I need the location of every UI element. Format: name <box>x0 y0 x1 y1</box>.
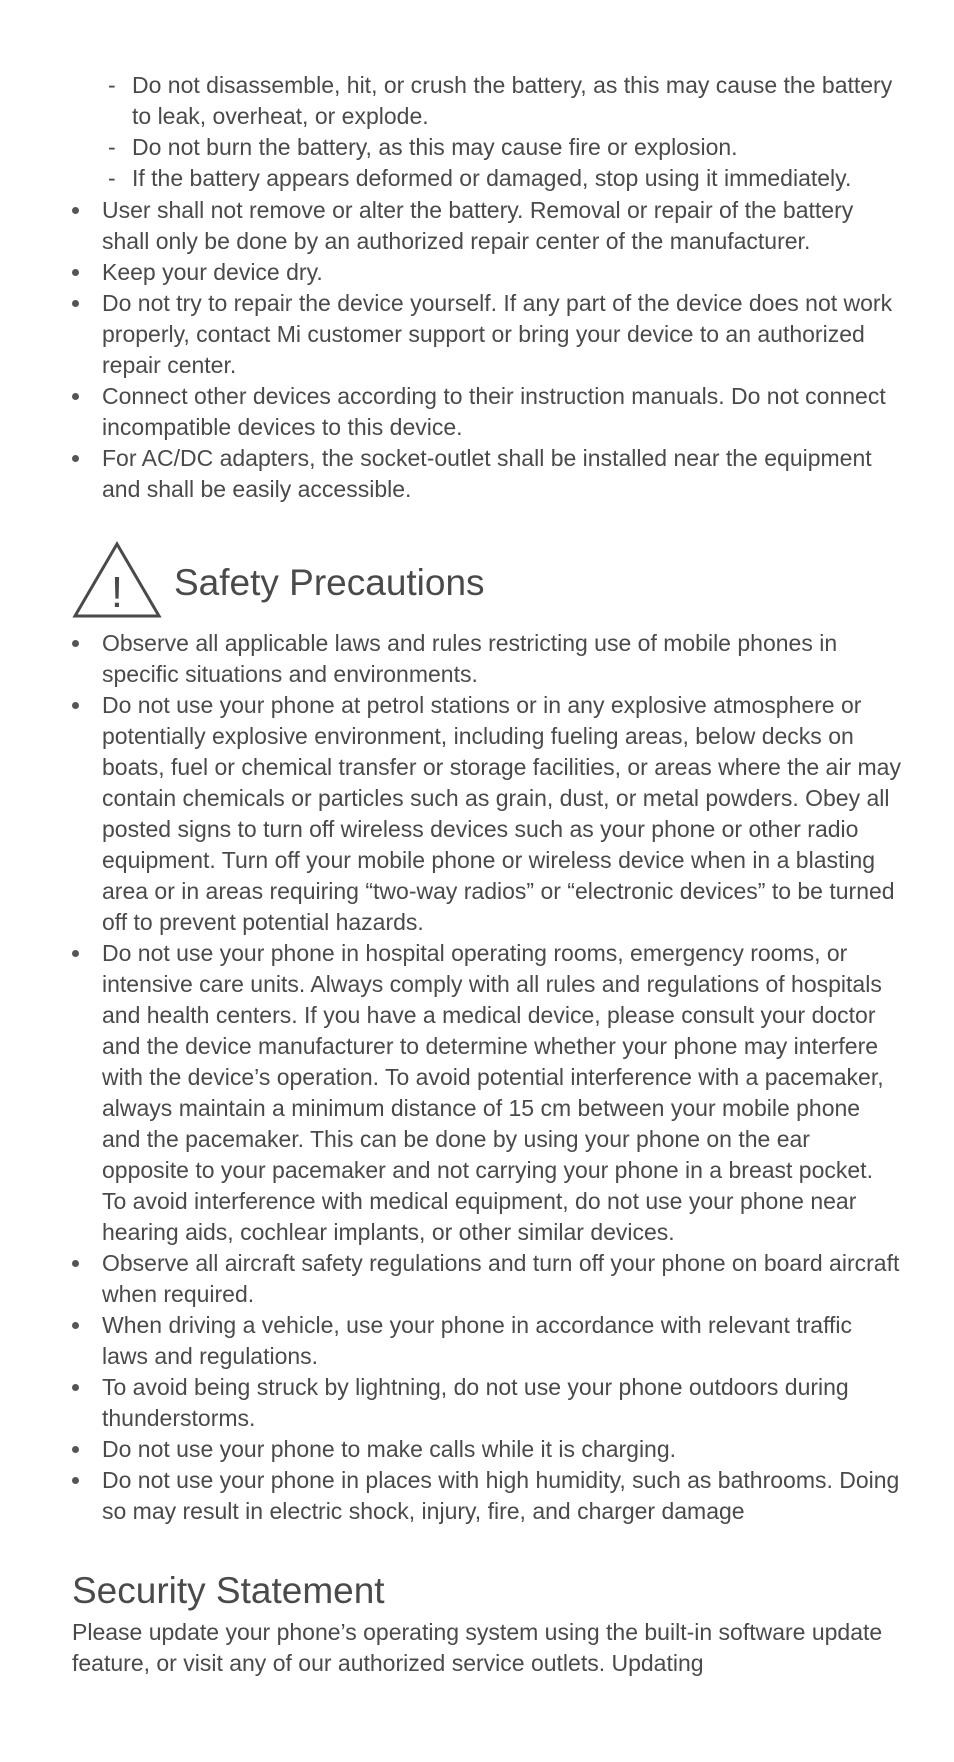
bullet-marker <box>72 207 79 214</box>
list-item-text: Do not try to repair the device yourself. If any part of the device does not work properly, contact Mi customer support or bring your device to an authorized repair center. <box>102 290 893 378</box>
safety-section-header <box>72 540 485 620</box>
warning-glyph: ! <box>110 568 124 617</box>
list-item-text: Connect other devices according to their instruction manuals. Do not connect incompatible devices to this device. <box>102 383 886 440</box>
bullet-marker <box>72 269 79 276</box>
list-item-text: Do not disassemble, hit, or crush the battery, as this may cause the battery to leak, overheat, or explode. <box>132 72 893 129</box>
bullet-marker <box>72 1260 79 1267</box>
list-item-text: Observe all aircraft safety regulations and turn off your phone on board aircraft when required. <box>102 1250 900 1307</box>
list-item-text: When driving a vehicle, use your phone in accordance with relevant traffic laws and regulations. <box>102 1312 853 1369</box>
list-item <box>72 628 902 690</box>
list-item <box>72 938 902 1248</box>
bullet-marker <box>72 1384 79 1391</box>
list-item <box>72 257 902 288</box>
bullet-marker <box>72 1446 79 1453</box>
bullet-marker <box>72 1477 79 1484</box>
bullet-marker <box>72 950 79 957</box>
list-item-text: Do not use your phone in places with high humidity, such as bathrooms. Doing so may result in electric shock, injury, fire, and charger damage <box>102 1467 900 1524</box>
list-item <box>72 1465 902 1527</box>
list-item <box>72 1310 902 1372</box>
dash-marker: - <box>108 72 116 98</box>
dash-marker: - <box>108 134 116 160</box>
safety-precautions-list <box>72 628 902 1527</box>
list-item-text: User shall not remove or alter the battery. Removal or repair of the battery shall only be done by an authorized repair center of the manufacturer. <box>102 197 854 254</box>
list-item <box>108 70 898 132</box>
bullet-marker <box>72 1322 79 1329</box>
list-item-text: Do not use your phone to make calls while it is charging. <box>102 1436 677 1462</box>
list-item-text: Do not use your phone at petrol stations or in any explosive atmosphere or potentially explosive environment, including fueling areas, below decks on boats, fuel or chemical transfer or storage facilities, or areas where the air may contain chemicals or particles such as grain, dust, or metal powders. Obey all posted signs to turn off wireless devices such as your phone or other radio equipment. Turn off your mobile phone or wireless device when in a blasting area or in areas requiring “two-way radios” or “electronic devices” to be turned off to prevent potential hazards. <box>102 692 901 935</box>
list-item <box>72 1372 902 1434</box>
safety-title: Safety Precautions <box>174 562 485 603</box>
warning-triangle-icon <box>72 541 162 619</box>
bullet-marker <box>72 393 79 400</box>
bullet-marker <box>72 455 79 462</box>
list-item <box>72 381 902 443</box>
list-item-text: To avoid being struck by lightning, do not use your phone outdoors during thunderstorms. <box>102 1374 849 1431</box>
list-item-text: Do not use your phone in hospital operating rooms, emergency rooms, or intensive care units. Always comply with all rules and regulations of hospitals and health centers. If you have a medical device, please consult your doctor and the device manufacturer to determine whether your phone may interfere with the device’s operation. To avoid potential interference with a pacemaker, always maintain a minimum distance of 15 cm between your mobile phone and the pacemaker. This can be done by using your phone on the ear opposite to your pacemaker and not carrying your phone in a breast pocket. To avoid interference with medical equipment, do not use your phone near hearing aids, cochlear implants, or other similar devices. <box>102 940 884 1245</box>
bullet-marker <box>72 300 79 307</box>
general-precautions-list <box>72 195 902 505</box>
list-item-text: For AC/DC adapters, the socket-outlet shall be installed near the equipment and shall be easily accessible. <box>102 445 872 502</box>
battery-warning-list <box>108 70 898 194</box>
list-item-text: If the battery appears deformed or damaged, stop using it immediately. <box>132 165 852 191</box>
list-item <box>108 132 898 163</box>
security-title: Security Statement <box>72 1570 385 1611</box>
bullet-marker <box>72 640 79 647</box>
list-item-text: Do not burn the battery, as this may cause fire or explosion. <box>132 134 738 160</box>
list-item <box>108 163 898 194</box>
list-item-text: Observe all applicable laws and rules restricting use of mobile phones in specific situations and environments. <box>102 630 838 687</box>
list-item <box>72 195 902 257</box>
list-item <box>72 443 902 505</box>
security-body: Please update your phone’s operating system using the built-in software update feature, or visit any of our authorized service outlets. Updating <box>72 1619 883 1676</box>
list-item <box>72 288 902 381</box>
list-item <box>72 690 902 938</box>
list-item <box>72 1248 902 1310</box>
bullet-marker <box>72 702 79 709</box>
list-item-text: Keep your device dry. <box>102 259 323 285</box>
list-item <box>72 1434 902 1465</box>
dash-marker: - <box>108 165 116 191</box>
